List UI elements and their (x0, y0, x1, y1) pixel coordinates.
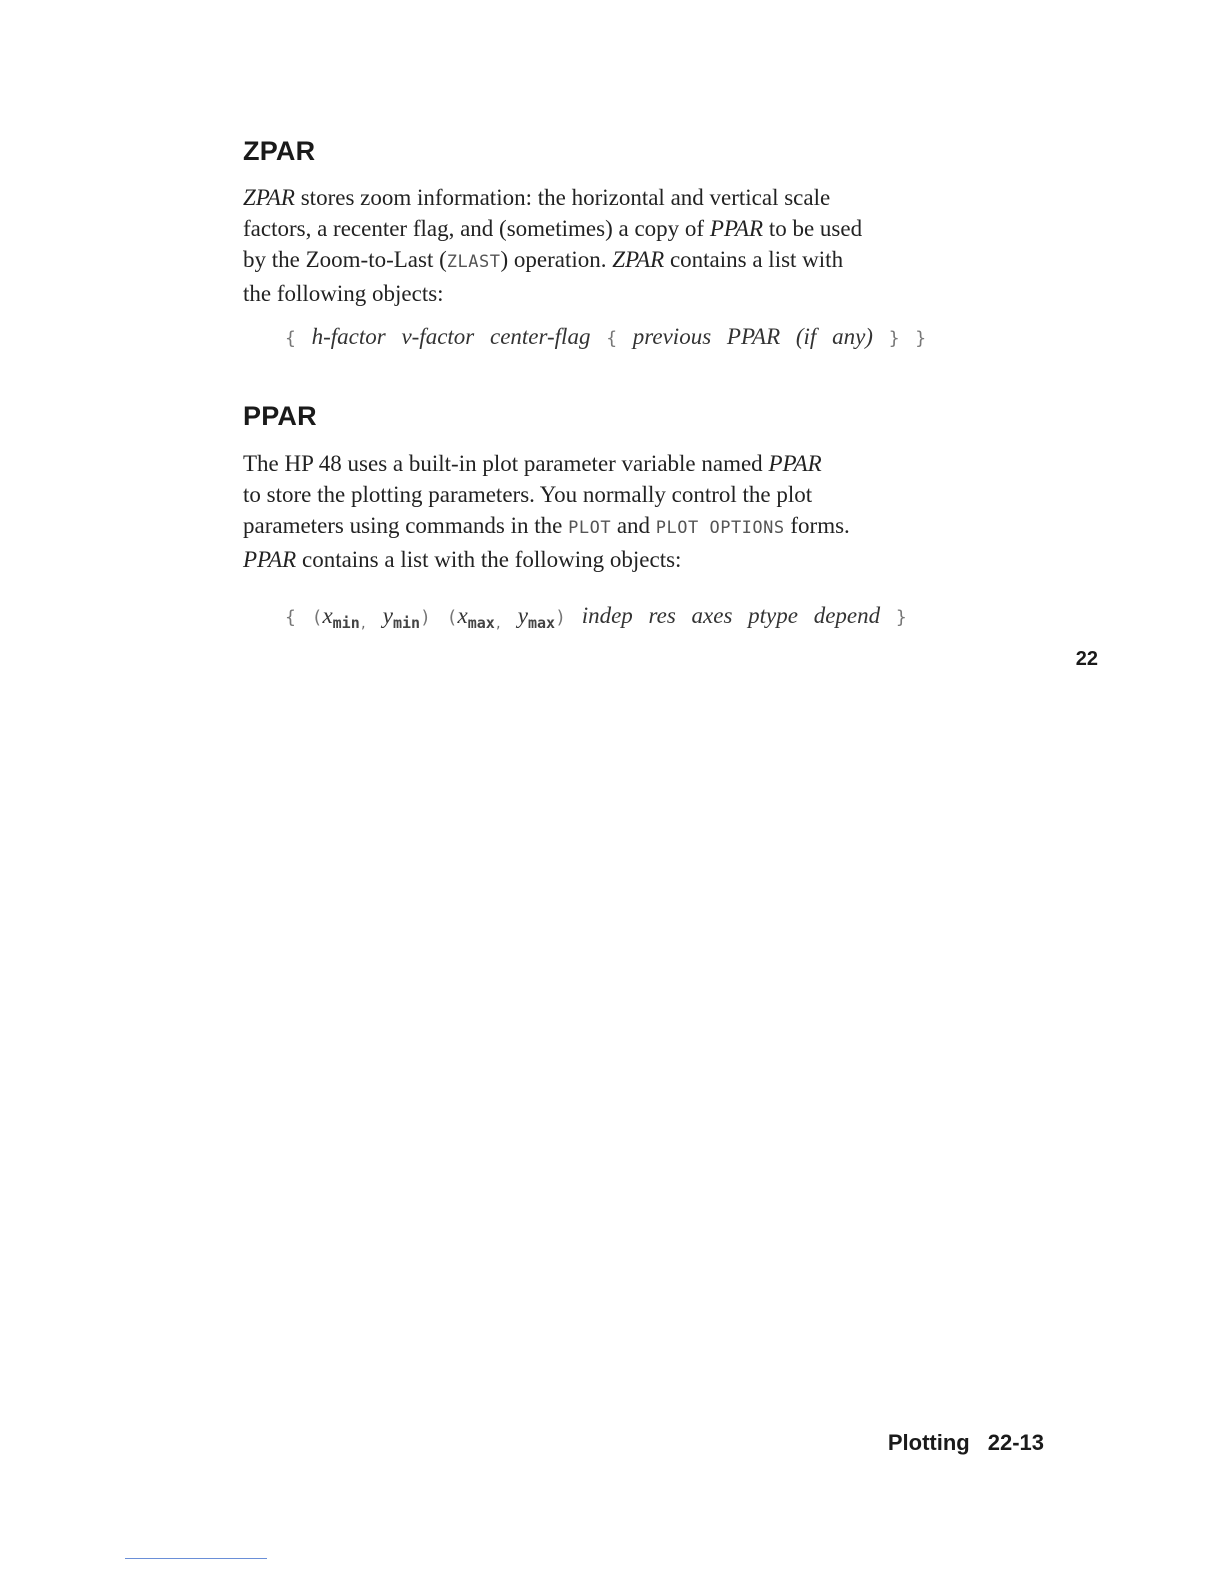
zpar-var-name: ZPAR (612, 247, 665, 272)
pair-close-paren: ) (555, 607, 566, 628)
pmin-pair (311, 603, 431, 632)
zpar-text: stores zoom information: the horizontal and vertical scale (294, 185, 831, 210)
list-open-brace: { (285, 328, 296, 349)
zpar-syntax-inner: previous PPAR (if any) (632, 324, 873, 349)
ppar-text: forms. (784, 513, 850, 538)
list-close-brace: } (895, 607, 907, 628)
pmax-pair (446, 603, 566, 632)
list-close-brace: } (888, 328, 900, 349)
list-open-brace: { (606, 328, 618, 349)
ppar-text: The HP 48 uses a built-in plot parameter variable named (243, 451, 769, 476)
zpar-text: factors, a recenter flag, and (sometimes) a copy of (243, 216, 710, 241)
ymax-symbol: y (517, 603, 528, 628)
page-number: 22-13 (987, 1430, 1044, 1455)
zpar-text: by the Zoom-to-Last ( (243, 247, 447, 272)
xmin-subscript: min (332, 614, 360, 632)
zpar-syntax (285, 324, 926, 350)
pair-open-paren: ( (311, 607, 323, 628)
ppar-text: to store the plotting parameters. You normally control the plot (243, 482, 813, 507)
pair-separator: , (494, 617, 503, 631)
pair-separator: , (359, 617, 367, 631)
ppar-var-name: PPAR (709, 216, 764, 241)
ppar-heading: PPAR (243, 401, 317, 431)
ymin-symbol: y (382, 603, 393, 628)
zpar-var-name: ZPAR (243, 185, 295, 210)
xmax-subscript: max (467, 614, 495, 632)
zpar-text: contains a list with (664, 247, 844, 272)
ppar-text: parameters using commands in the (243, 513, 569, 538)
zpar-text: ) operation. (500, 247, 613, 272)
zlast-key-label: ZLAST (446, 252, 501, 272)
ppar-var-name: PPAR (243, 547, 297, 572)
zpar-text: the following objects: (243, 281, 444, 306)
zpar-syntax-items: h-factor v-factor center-flag (311, 324, 591, 349)
ppar-syntax (285, 603, 907, 632)
ppar-var-name: PPAR (768, 451, 822, 476)
xmax-symbol: x (457, 603, 468, 628)
pair-open-paren: ( (446, 607, 458, 628)
footer-rule (125, 1558, 267, 1559)
pair-close-paren: ) (420, 607, 431, 628)
plot-options-form-label: PLOT OPTIONS (655, 518, 785, 538)
xmin-symbol: x (322, 603, 333, 628)
ppar-text: and (611, 513, 656, 538)
ppar-description (243, 448, 1033, 575)
plot-form-label: PLOT (568, 518, 612, 538)
page-footer (888, 1430, 1044, 1456)
chapter-tab-marker: 22 (1075, 648, 1098, 670)
ppar-syntax-rest: indep res axes ptype depend (581, 603, 881, 628)
ymin-subscript: min (392, 614, 421, 632)
zpar-heading: ZPAR (243, 136, 316, 166)
list-open-brace: { (285, 607, 296, 628)
list-close-brace: } (915, 328, 927, 349)
ppar-text: contains a list with the following objects: (296, 547, 682, 572)
zpar-description (243, 182, 1033, 309)
ymax-subscript: max (528, 614, 556, 632)
footer-section-title: Plotting (887, 1430, 970, 1455)
zpar-text: to be used (763, 216, 863, 241)
